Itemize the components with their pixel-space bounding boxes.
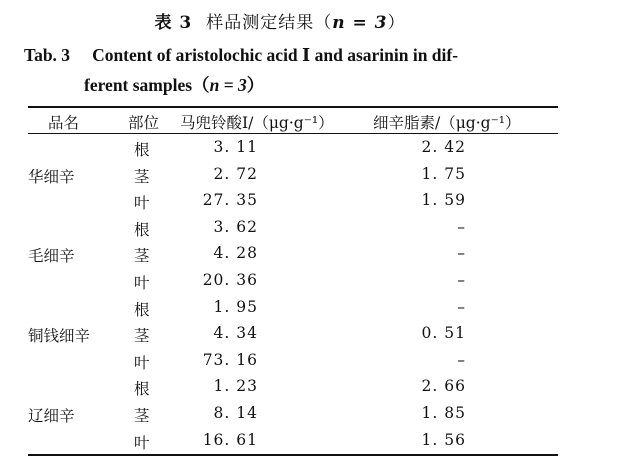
cell-aristolochic-acid: 4. 34 bbox=[213, 324, 258, 343]
cell-aristolochic-acid: 1. 95 bbox=[213, 297, 258, 316]
cell-asarinin: 1. 75 bbox=[421, 164, 466, 183]
cell-part: 叶 bbox=[134, 353, 150, 372]
caption-cn-label: 表 3 bbox=[154, 13, 193, 33]
table-row bbox=[28, 268, 558, 295]
cell-part: 根 bbox=[134, 300, 150, 319]
cell-asarinin: – bbox=[457, 217, 466, 236]
cell-part: 茎 bbox=[134, 407, 150, 425]
table-row bbox=[28, 215, 558, 242]
caption-en-line2 bbox=[24, 70, 564, 100]
cell-aristolochic-acid: 8. 14 bbox=[213, 404, 258, 422]
cell-asarinin: – bbox=[457, 271, 466, 289]
table-row bbox=[28, 348, 558, 375]
cell-part: 茎 bbox=[134, 327, 150, 346]
cell-asarinin: 2. 66 bbox=[421, 377, 466, 396]
cell-aristolochic-acid: 2. 72 bbox=[213, 164, 258, 183]
cell-part: 根 bbox=[134, 220, 150, 239]
cell-part: 茎 bbox=[134, 167, 150, 186]
cell-asarinin: – bbox=[457, 297, 466, 316]
cell-aristolochic-acid: 4. 28 bbox=[213, 244, 258, 263]
caption-cn-title: 样品测定结果（ bbox=[206, 13, 333, 33]
table-row bbox=[28, 241, 558, 268]
header-asarinin: 细辛脂素/（μg·g⁻¹） bbox=[373, 114, 521, 132]
cell-part: 茎 bbox=[134, 247, 150, 266]
caption-en-line2-a: ferent samples（ bbox=[84, 75, 210, 95]
cell-aristolochic-acid: 16. 61 bbox=[202, 430, 258, 449]
caption-en-label: Tab. 3 bbox=[24, 45, 71, 65]
cell-aristolochic-acid: 27. 35 bbox=[202, 191, 258, 210]
header-name: 品名 bbox=[48, 114, 80, 132]
table-header-rule bbox=[28, 133, 558, 134]
table-row bbox=[28, 374, 558, 401]
cell-asarinin: 0. 51 bbox=[421, 324, 466, 343]
header-aristolochic-acid: 马兜铃酸Ⅰ/（μg·g⁻¹） bbox=[180, 114, 334, 132]
header-part: 部位 bbox=[128, 114, 160, 132]
cell-asarinin: – bbox=[457, 244, 466, 263]
caption-en-line2-n: n = 3 bbox=[209, 75, 247, 95]
cell-aristolochic-acid: 3. 62 bbox=[213, 217, 258, 236]
table-caption-en bbox=[24, 40, 564, 100]
cell-asarinin: 2. 42 bbox=[421, 138, 466, 156]
cell-asarinin: – bbox=[457, 350, 466, 369]
cell-asarinin: 1. 59 bbox=[421, 191, 466, 210]
cell-species-name: 毛细辛 bbox=[28, 247, 75, 266]
caption-cn-close: ） bbox=[387, 13, 406, 33]
cell-asarinin: 1. 56 bbox=[421, 430, 466, 449]
cell-part: 叶 bbox=[134, 433, 150, 452]
caption-en-line2-b: ） bbox=[246, 75, 265, 95]
table-row bbox=[28, 295, 558, 322]
cell-species-name: 铜钱细辛 bbox=[28, 327, 91, 346]
table-caption-cn bbox=[0, 8, 560, 33]
cell-part: 叶 bbox=[134, 274, 150, 292]
caption-en-line1: Content of aristolochic acid Ⅰ and asarinin in dif- bbox=[92, 45, 459, 65]
table-bottom-rule bbox=[28, 454, 558, 456]
cell-species-name: 华细辛 bbox=[28, 167, 75, 186]
cell-species-name: 辽细辛 bbox=[28, 407, 75, 425]
caption-cn-n: n = 3 bbox=[332, 13, 388, 33]
cell-aristolochic-acid: 3. 11 bbox=[213, 138, 258, 156]
cell-aristolochic-acid: 1. 23 bbox=[213, 377, 258, 396]
table-row bbox=[28, 321, 558, 348]
table-row bbox=[28, 401, 558, 428]
table-row bbox=[28, 162, 558, 189]
table-row bbox=[28, 135, 558, 162]
cell-part: 根 bbox=[134, 380, 150, 399]
cell-aristolochic-acid: 20. 36 bbox=[202, 271, 258, 289]
table-row bbox=[28, 428, 558, 455]
cell-asarinin: 1. 85 bbox=[421, 404, 466, 422]
cell-aristolochic-acid: 73. 16 bbox=[202, 350, 258, 369]
cell-part: 叶 bbox=[134, 194, 150, 213]
table-row bbox=[28, 188, 558, 215]
table-header-row bbox=[28, 108, 558, 133]
cell-part: 根 bbox=[134, 141, 150, 159]
